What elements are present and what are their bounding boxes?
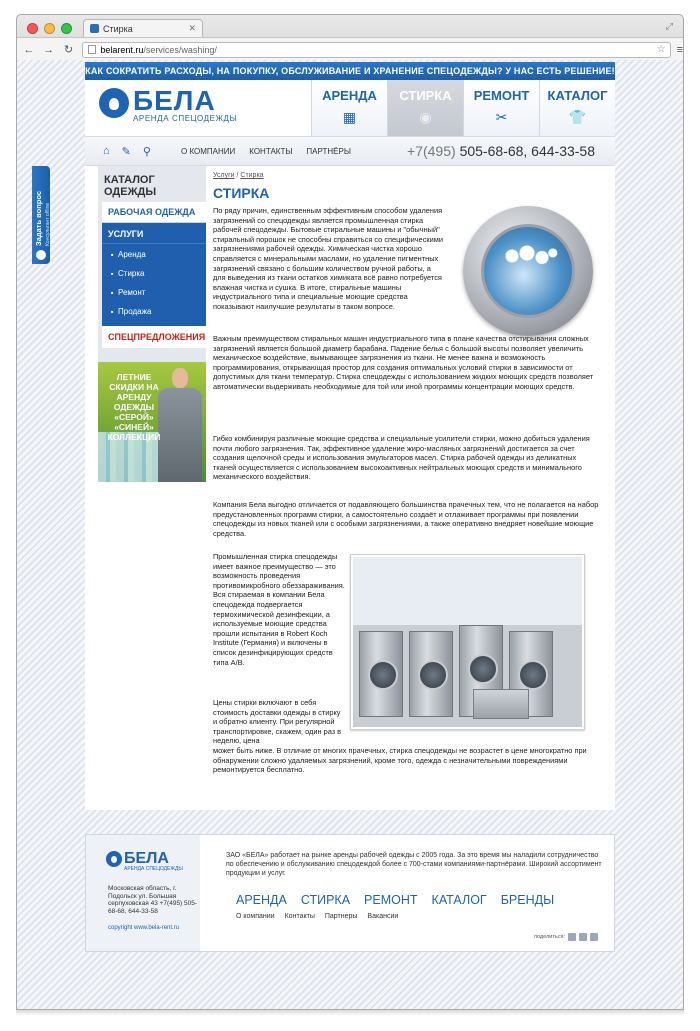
footer-nav-brands[interactable]: БРЕНДЫ: [500, 893, 555, 907]
footer-nav-repair[interactable]: РЕМОНТ: [364, 893, 418, 907]
content-area: [85, 166, 615, 810]
sidebar-item-repair[interactable]: ■ Ремонт: [102, 282, 206, 301]
article-paragraph: Компания Бела выгодно отличается от подавляющего большинства прачечных тем, что не полагается на набор предустановленных программ стирки, а самостоятельно создаёт и отлаживает программы при появлении спецодежды из новых тканей или с особыми загрязнениями, а также оперативно внедряет новейшие моющие средства.: [213, 500, 599, 538]
logo-subtitle: АРЕНДА СПЕЦОДЕЖДЫ: [133, 114, 238, 123]
footer-link-partners[interactable]: Партнеры: [324, 913, 358, 920]
site-logo[interactable]: [99, 85, 238, 123]
sidebar-item-workwear[interactable]: РАБОЧАЯ ОДЕЖДА: [102, 202, 206, 223]
sidebar-item-services[interactable]: УСЛУГИ: [102, 223, 206, 244]
browser-window: [16, 14, 684, 60]
footer-about: ЗАО «БЕЛА» работает на рынке аренды рабочей одежды с 2005 года. За это время мы наладили сотрудничество по обеспечению и обслуживанию спецодеждой более с 700-стами компаниями-партнёрами. Широкий ассортимент продукции и услуг.: [226, 852, 602, 877]
nav-catalog[interactable]: [539, 80, 615, 136]
consultant-status: Консультант offline: [45, 202, 51, 246]
link-contacts[interactable]: КОНТАКТЫ: [249, 147, 293, 156]
washing-drum-image: [463, 206, 593, 336]
tab-title: Стирка: [103, 23, 133, 34]
ask-question-label: Задать вопрос: [34, 190, 43, 246]
page-title: СТИРКА: [213, 185, 270, 201]
article-paragraph: Важным преимуществом стиральных машин индустриального типа в плане качества отстирывания сложных загрязнений является большой диаметр барабана. Падение белья с большой высоты позволяет увеличить механическое воздействие, вымывающее загрязнения из ткани. Не менее важна и возможность программирования, открывающая простор для создания оптимальных условий стирки в зависимости от допустимых для ткани температур. Стирка спецодежды с использованием жидких моющих средств позволяет автоматически выдерживать необходимые для той или иной программы концентрации моющих средств.: [213, 334, 594, 391]
ask-question-tab[interactable]: [32, 166, 50, 264]
nav-repair[interactable]: [463, 80, 539, 136]
article-paragraph-part: Цены стирки включают в себя стоимость доставки одежды в стирку и обратно клиенту. При регулярной транспортировке, скажем, один раз в неделю, цена: [213, 698, 342, 746]
window-shadow: [16, 1010, 684, 1016]
footer-address: Московская область, г. Подольск ул. Большая серпуховская 43 +7(495) 505-68-68, 644-33-58: [108, 885, 198, 915]
footer-logo-icon: [106, 851, 122, 867]
promo-banner[interactable]: [98, 362, 206, 482]
footer-copyright[interactable]: copyright www.bela-rent.ru: [108, 925, 180, 931]
favicon-icon: [90, 24, 99, 33]
footer-nav-catalog[interactable]: КАТАЛОГ: [431, 893, 487, 907]
zoom-window-button[interactable]: [61, 23, 72, 34]
footer-nav: [236, 893, 554, 907]
chat-icon: [36, 250, 46, 260]
breadcrumb-separator: /: [236, 172, 239, 179]
tshirt-icon: 👕: [568, 109, 587, 125]
sidebar-item-sale[interactable]: ■ Продажа: [102, 301, 206, 320]
worker-photo: [158, 368, 202, 482]
breadcrumb: [213, 166, 603, 179]
browser-toolbar: [17, 37, 683, 61]
address-bar[interactable]: [82, 42, 670, 58]
close-window-button[interactable]: [27, 23, 38, 34]
promo-text: ЛЕТНИЕ СКИДКИ НА АРЕНДУ ОДЕЖДЫ «СЕРОЙ» «СИНЕЙ» КОЛЛЕКЦИЙ: [107, 372, 161, 442]
reload-icon[interactable]: ↻: [63, 44, 74, 56]
top-banner[interactable]: КАК СОКРАТИТЬ РАСХОДЫ, НА ПОКУПКУ, ОБСЛУЖИВАНИЕ И ХРАНЕНИЕ СПЕЦОДЕЖДЫ? У НАС ЕСТЬ РЕШЕНИЕ!: [85, 62, 615, 80]
footer-link-about[interactable]: О компании: [236, 913, 275, 920]
share-label: поделиться:: [534, 934, 565, 940]
browser-menu-icon[interactable]: ≡: [676, 43, 683, 56]
nav-rent[interactable]: [311, 80, 387, 136]
back-icon[interactable]: ←: [23, 43, 35, 56]
nav-catalog-label: КАТАЛОГ: [547, 88, 608, 103]
sidebar-services-group: [102, 223, 206, 326]
footer-logo[interactable]: [106, 851, 183, 872]
tab-close-icon[interactable]: ✕: [188, 23, 196, 33]
fullscreen-icon[interactable]: ⤢: [665, 21, 673, 31]
footer-link-contacts[interactable]: Контакты: [284, 913, 315, 920]
footer-nav-washing[interactable]: СТИРКА: [300, 893, 351, 907]
scissors-icon: ✂: [495, 109, 508, 125]
link-about[interactable]: О КОМПАНИИ: [181, 147, 236, 156]
site-footer: [85, 834, 615, 952]
phone-prefix: +7(495): [407, 143, 456, 159]
twitter-icon[interactable]: [579, 933, 587, 941]
article: [213, 166, 603, 775]
search-icon[interactable]: ⚲: [142, 146, 151, 158]
sidebar-item-rent[interactable]: ■ Аренда: [102, 244, 206, 263]
facebook-icon[interactable]: [568, 933, 576, 941]
link-partners[interactable]: ПАРТНЁРЫ: [306, 147, 351, 156]
breadcrumb-services[interactable]: Услуги: [213, 172, 235, 179]
main-nav: [311, 80, 615, 136]
sidebar-item-washing[interactable]: ■ Стирка: [102, 263, 206, 282]
sub-navigation-bar: [85, 136, 615, 166]
site-header: [85, 80, 615, 136]
url-domain: belarent.ru: [100, 44, 144, 55]
nav-washing-label: СТИРКА: [399, 88, 452, 103]
forward-icon[interactable]: →: [43, 43, 55, 56]
washing-machine-icon: ◉: [419, 109, 432, 125]
home-icon[interactable]: ⌂: [103, 145, 110, 157]
article-paragraph: Промышленная стирка спецодежды имеет важное преимущество — это возможность проведения противомикробного обеззараживания. Вся стираемая в компании Бела спецодежда подвергается термохимической дезинфекции, а используемые моющие средства прошли испытания в Robert Koch Institute (Германия) и включены в список дезинфицирующих средств типа A/B.: [213, 552, 345, 667]
footer-link-vacancies[interactable]: Вакансии: [367, 913, 399, 920]
nav-repair-label: РЕМОНТ: [473, 88, 530, 103]
phone-number: [407, 143, 595, 159]
page-icon: [88, 45, 96, 54]
window-controls: [27, 23, 72, 34]
browser-tab[interactable]: [83, 19, 203, 37]
article-paragraph: По ряду причин, единственным эффективным способом удаления загрязнений со спецодежды является промышленная стирка рабочей спецодежды. Бытовые стиральные машины и "обычный" стиральный порошок не способны справиться со специфическими загрязнениями рабочей одежды. Химическая чистка хорошо справляется с минеральными маслами, но удаление пигментных загрязнений связано с большим количеством ручной работы, а для выведения из ткани остатков химиката всё равно потребуется влажная чистка и сушка. В итоге, стиральные машины индустриального типа и специальные моющие средства показывают наилучшие результаты в таком вопросе.: [213, 206, 443, 311]
url-path: /services/washing/: [143, 44, 217, 55]
nav-rent-label: АРЕНДА: [322, 88, 377, 103]
breadcrumb-washing[interactable]: Стирка: [240, 172, 264, 179]
article-paragraph: Гибко комбинируя различные моющие средства и специальные усилители стирки, можно добиться удаления почти любого загрязнения. Так, эффективное удаление жиро-масляных загрязнений достигается за счет создания щелочной среды и использования эмульгаторов масел. Стирка рабочей одежды из деликатных тканей осуществляется с использованием высокоактивных нейтральных моющих средств и минимального механического воздействия.: [213, 434, 590, 482]
logo-icon: [99, 88, 129, 118]
vk-icon[interactable]: [590, 933, 598, 941]
nav-washing[interactable]: [387, 80, 463, 136]
footer-info: [86, 835, 200, 951]
share-block: [534, 933, 598, 941]
phone-numbers: 505-68-68, 644-33-58: [459, 143, 595, 159]
sidebar-item-special-offers[interactable]: СПЕЦПРЕДЛОЖЕНИЯ: [102, 326, 206, 348]
sidebar-title: КАТАЛОГ ОДЕЖДЫ: [104, 174, 157, 198]
logo-name: БЕЛА: [133, 85, 216, 116]
minimize-window-button[interactable]: [44, 23, 55, 34]
calendar-icon: ▦: [342, 109, 357, 125]
pin-icon[interactable]: ✎: [121, 146, 131, 158]
footer-logo-subtitle: АРЕНДА СПЕЦОДЕЖДЫ: [124, 866, 183, 872]
footer-logo-name: БЕЛА: [124, 850, 169, 867]
bookmark-star-icon[interactable]: ☆: [656, 44, 666, 55]
footer-nav-rent[interactable]: АРЕНДА: [236, 893, 287, 907]
article-paragraph: [213, 698, 601, 775]
footer-links: [236, 913, 398, 920]
article-paragraph-part: может быть ниже. В отличие от многих прачечных, стирка спецодежды не возрастет в цене многократно при обнаружении сложно удаляемых загрязнений, кроме того, одежда с незначительными повреждениями ремонтируется бесплатно.: [213, 745, 587, 775]
